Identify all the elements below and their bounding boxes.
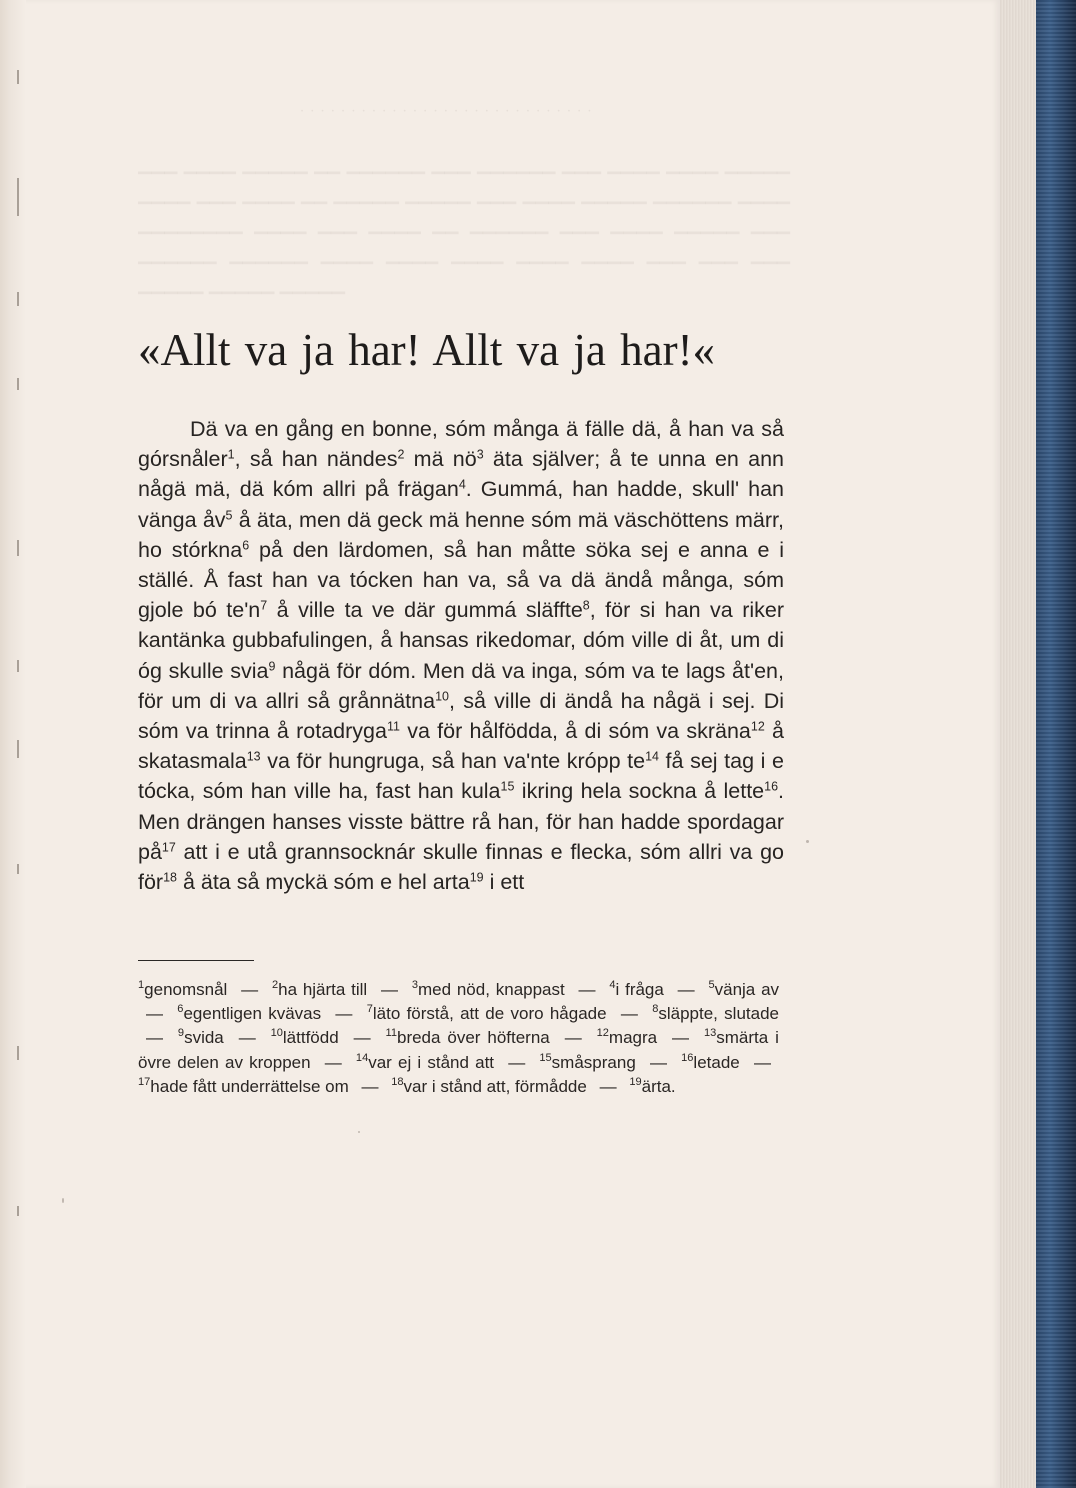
- page-block-edge: [1000, 0, 1036, 1488]
- footnote-marker: 15: [500, 779, 515, 794]
- footnote-number: 4: [609, 979, 616, 992]
- footnote-item: [272, 980, 367, 999]
- footnote-marker: 2: [397, 447, 405, 462]
- footnote-text: med nöd, knappast: [417, 980, 565, 999]
- footnote-marker: 19: [469, 870, 484, 885]
- footnote-item: [356, 1053, 494, 1072]
- footnote-marker: 13: [246, 749, 261, 764]
- footnote-separator: —: [672, 1028, 690, 1048]
- footnote-separator: —: [324, 1052, 342, 1072]
- body-text-run: Dä va en gång en bonne, sóm många ä fälle dä, å han va så górsnåler: [138, 417, 784, 472]
- body-text-run: , för si han va riker kantänka gubbafulingen, å hansas rikedomar, dóm ville di åt, um di óg skulle svia: [138, 598, 785, 683]
- show-through-text: ▁▁▁ ▁▁▁▁ ▁▁▁▁▁ ▁▁ ▁▁▁▁▁▁ ▁▁▁ ▁▁▁▁▁▁ ▁▁▁ ▁▁▁▁ ▁▁▁▁ ▁▁▁▁▁ ▁▁▁▁ ▁▁▁ ▁▁▁▁ ▁▁ ▁▁▁▁▁ ▁▁▁▁▁ ▁▁▁ ▁▁▁▁ ▁▁▁▁▁ ▁▁▁▁▁▁ ▁▁▁▁ ▁▁▁▁▁▁▁▁ ▁▁▁▁ ▁▁▁ ▁▁▁▁ ▁▁ ▁▁▁▁▁▁ ▁▁▁ ▁▁▁▁ ▁▁▁▁▁ ▁▁▁ ▁▁▁▁▁▁ ▁▁▁▁▁▁ ▁▁▁▁ ▁▁▁▁ ▁▁▁▁ ▁▁▁▁ ▁▁▁▁ ▁▁▁ ▁▁▁ ▁▁▁ ▁▁▁▁▁ ▁▁▁▁▁ ▁▁▁▁▁: [138, 155, 790, 295]
- footnote-text: ha hjärta till: [278, 980, 368, 999]
- paper-speck: [62, 1198, 64, 1203]
- footnote-separator: —: [649, 1052, 667, 1072]
- body-text-run: va för hålfödda, å di sóm va skräna: [399, 719, 751, 744]
- footnote-marker: 9: [268, 658, 276, 673]
- footnote-marker: 11: [386, 719, 400, 734]
- footnote-number: 7: [366, 1003, 373, 1016]
- footnote-marker: 14: [645, 749, 659, 764]
- footnotes: [138, 978, 779, 1099]
- footnote-item: [652, 1004, 779, 1023]
- footnote-text: svida: [184, 1028, 224, 1048]
- footnote-number: 15: [539, 1051, 552, 1064]
- footnote-rule: [138, 960, 254, 961]
- body-text-run: . Gummá, han hadde, skull' han vänga åv: [138, 477, 785, 532]
- footnote-text: småsprang: [551, 1052, 636, 1072]
- body-text-run: va för hungruga, så han va'nte krópp te: [260, 749, 646, 774]
- body-text-run: . Men drängen hanses visste bättre rå han, för han hadde spordagar på: [138, 779, 784, 864]
- footnote-number: 11: [385, 1027, 397, 1040]
- body-text-run: på den lärdomen, så han måtte söka sej e anna e i ställé. Å fast han va tócken han va, så va dä ändå många, sóm gjole bó te'n: [138, 537, 784, 623]
- footnote-number: 12: [596, 1027, 609, 1040]
- footnote-number: 18: [391, 1075, 404, 1088]
- footnote-item: [367, 1004, 607, 1023]
- footnote-number: 9: [177, 1027, 185, 1040]
- footnote-separator: —: [335, 1004, 353, 1024]
- body-text-run: att i e utå grannsocknár skulle finnas e flecka, sóm allri va go för: [138, 839, 784, 895]
- footnote-number: 6: [177, 1003, 184, 1016]
- body-text-run: mä nö: [404, 447, 477, 472]
- footnote-number: 16: [681, 1051, 694, 1064]
- footnote-marker: 8: [582, 598, 590, 613]
- footnote-item: [138, 1077, 349, 1096]
- footnote-text: var ej i stånd att: [368, 1052, 495, 1072]
- story-title: «Allt va ja har! Allt va ja har!«: [138, 325, 716, 375]
- footnote-separator: —: [381, 980, 399, 999]
- body-paragraph: [138, 414, 784, 897]
- footnote-marker: 18: [163, 870, 177, 885]
- show-through-header: · · · · · · · · · · · · · · · · · · · · · · · · · · · · ·: [300, 104, 593, 119]
- footnote-marker: 1: [227, 447, 235, 462]
- footnote-item: [412, 980, 565, 999]
- footnote-marker: 6: [242, 538, 250, 553]
- footnote-text: smärta i övre delen av kroppen: [138, 1028, 779, 1072]
- footnote-number: 2: [271, 979, 279, 992]
- body-text-run: ikring hela sockna å lette: [514, 779, 765, 804]
- footnote-item: [271, 1028, 339, 1047]
- footnote-separator: —: [241, 980, 259, 999]
- footnote-text: genomsnål: [144, 980, 228, 999]
- footnote-item: [539, 1053, 635, 1072]
- footnote-separator: —: [146, 1004, 163, 1024]
- binding-gutter: [0, 0, 26, 1488]
- body-text-run: å äta, men dä geck mä henne sóm mä väschöttens märr, ho stórkna: [138, 507, 785, 562]
- footnote-separator: —: [238, 1028, 256, 1048]
- footnote-marker: 3: [476, 447, 484, 462]
- body-text-run: få sej tag i e tócka, sóm han ville ha, fast han kula: [138, 749, 784, 804]
- footnote-number: 10: [270, 1027, 283, 1040]
- footnote-text: magra: [608, 1028, 658, 1048]
- footnote-item: [138, 980, 227, 999]
- footnote-item: [609, 980, 663, 999]
- footnote-number: 8: [652, 1003, 659, 1016]
- footnote-marker: 4: [458, 477, 466, 492]
- footnote-number: 1: [138, 979, 145, 992]
- footnote-item: [681, 1053, 740, 1072]
- body-text-run: någä för dóm. Men dä va inga, sóm va te lags åt'en, för um di va allri så grånnätna: [138, 658, 784, 713]
- footnote-item: [708, 980, 779, 999]
- footnote-separator: —: [508, 1052, 526, 1072]
- footnote-separator: —: [753, 1052, 771, 1072]
- footnote-number: 3: [411, 979, 418, 992]
- footnote-marker: 16: [764, 779, 779, 794]
- footnote-marker: 5: [225, 507, 233, 522]
- body-text-run: å skatasmala: [138, 719, 784, 774]
- footnote-separator: —: [578, 980, 596, 999]
- footnote-text: i fråga: [615, 980, 664, 999]
- body-text-run: å ville ta ve där gummá släffte: [267, 598, 583, 623]
- paper-speck: [806, 840, 809, 843]
- footnote-item: [178, 1028, 224, 1047]
- footnote-number: 19: [629, 1075, 642, 1088]
- footnote-text: läto förstå, att de voro hågade: [372, 1004, 607, 1024]
- body-text-run: , så han nändes: [234, 447, 398, 472]
- story-body: [138, 414, 784, 897]
- footnote-number: 14: [355, 1051, 369, 1064]
- gutter-stitch-marks: [17, 0, 23, 1488]
- footnote-text: egentligen kvävas: [183, 1004, 322, 1024]
- footnote-number: 13: [703, 1027, 717, 1040]
- footnote-separator: —: [361, 1076, 379, 1096]
- footnote-number: 17: [138, 1075, 151, 1088]
- paper-speck: [358, 1131, 360, 1133]
- body-text-run: äta själver; å te unna en ann någä mä, dä kóm allri på frägan: [138, 447, 784, 502]
- footnote-text: hade fått underrättelse om: [150, 1076, 349, 1096]
- footnote-marker: 10: [435, 689, 449, 704]
- book-cover: [1036, 0, 1076, 1488]
- footnote-text: letade: [693, 1052, 740, 1072]
- footnote-separator: —: [564, 1028, 582, 1048]
- footnote-text: ärta.: [641, 1076, 676, 1096]
- footnote-separator: —: [146, 1028, 163, 1048]
- footnote-text: lättfödd: [282, 1028, 339, 1048]
- footnote-text: vänja av: [714, 980, 780, 999]
- footnote-number: 5: [708, 979, 715, 992]
- footnote-item: [177, 1004, 321, 1023]
- footnote-item: [597, 1028, 657, 1047]
- footnote-text: breda över höfterna: [396, 1028, 550, 1048]
- footnote-item: [629, 1077, 675, 1096]
- footnote-marker: 17: [161, 840, 176, 855]
- footnote-item: [386, 1028, 550, 1047]
- footnote-text: var i stånd att, förmådde: [403, 1076, 587, 1096]
- footnote-marker: 12: [750, 719, 765, 734]
- footnote-marker: 7: [260, 598, 268, 613]
- footnote-text: släppte, slutade: [658, 1004, 779, 1024]
- body-text-run: å äta så myckä sóm e hel arta: [176, 870, 470, 895]
- footnote-separator: —: [677, 980, 695, 999]
- footnote-separator: —: [353, 1028, 371, 1048]
- footnote-item: [391, 1077, 587, 1096]
- footnote-separator: —: [620, 1004, 638, 1024]
- body-text-run: i ett: [483, 870, 525, 895]
- body-text-run: , så ville di ändå ha någä i sej. Di sóm va trinna å rotadryga: [138, 688, 784, 744]
- footnote-separator: —: [599, 1076, 617, 1096]
